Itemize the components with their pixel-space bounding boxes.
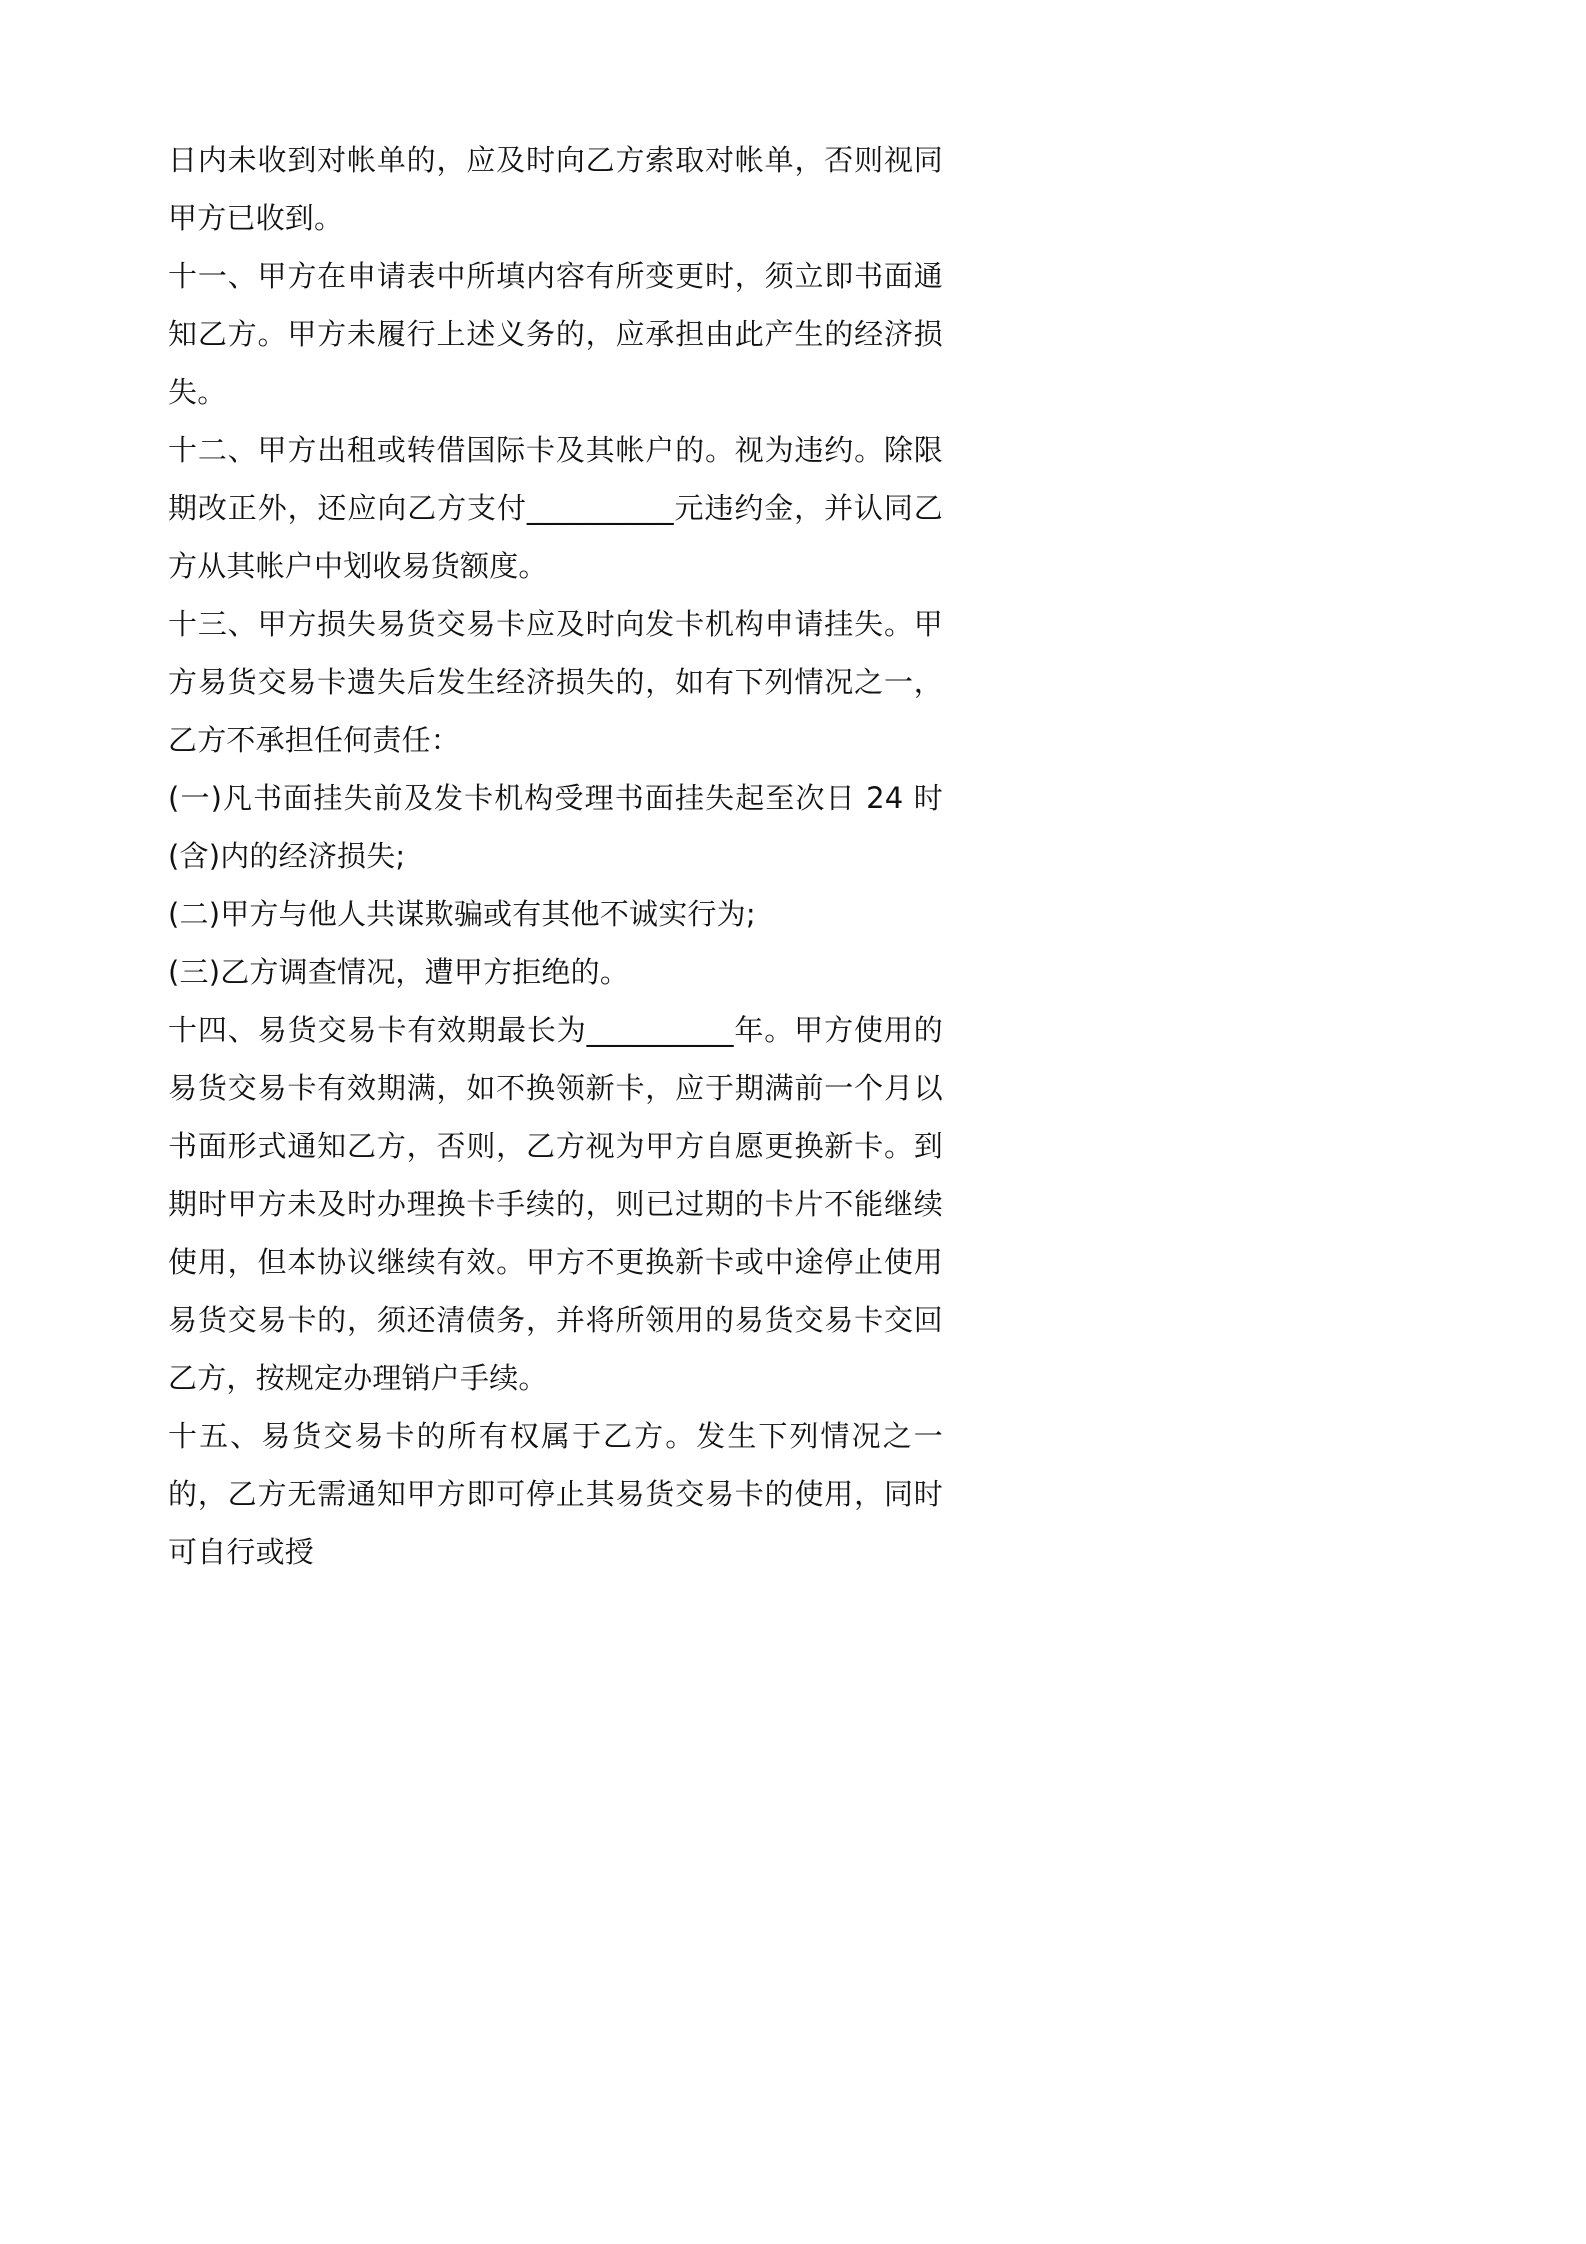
paragraph-clause-11: 十一、甲方在申请表中所填内容有所变更时，须立即书面通知乙方。甲方未履行上述义务的，应承担由此产生的经济损失。 bbox=[168, 259, 943, 409]
document-body bbox=[168, 131, 943, 1581]
paragraph-clause-13-item-3: (三)乙方调查情况，遭甲方拒绝的。 bbox=[168, 955, 630, 989]
paragraph-clause-14: 十四、易货交易卡有效期最长为__________年。甲方使用的易货交易卡有效期满，如不换领新卡，应于期满前一个月以书面形式通知乙方，否则，乙方视为甲方自愿更换新卡。到期时甲方未及时办理换卡手续的，则已过期的卡片不能继续使用，但本协议继续有效。甲方不更换新卡或中途停止使用易货交易卡的，须还清债务，并将所领用的易货交易卡交回乙方，按规定办理销户手续。 bbox=[168, 1013, 943, 1395]
paragraph-statement-receipt: 日内未收到对帐单的，应及时向乙方索取对帐单，否则视同甲方已收到。 bbox=[168, 143, 943, 235]
paragraph-clause-12: 十二、甲方出租或转借国际卡及其帐户的。视为违约。除限期改正外，还应向乙方支付__________元违约金，并认同乙方从其帐户中划收易货额度。 bbox=[168, 433, 943, 583]
paragraph-clause-13: 十三、甲方损失易货交易卡应及时向发卡机构申请挂失。甲方易货交易卡遗失后发生经济损失的，如有下列情况之一，乙方不承担任何责任： bbox=[168, 607, 943, 757]
document-page bbox=[0, 0, 1100, 1569]
paragraph-clause-13-item-1: (一)凡书面挂失前及发卡机构受理书面挂失起至次日 24 时(含)内的经济损失; bbox=[168, 781, 943, 873]
paragraph-clause-15: 十五、易货交易卡的所有权属于乙方。发生下列情况之一的，乙方无需通知甲方即可停止其易货交易卡的使用，同时可自行或授 bbox=[168, 1419, 943, 1569]
paragraph-clause-13-item-2: (二)甲方与他人共谋欺骗或有其他不诚实行为; bbox=[168, 897, 756, 931]
